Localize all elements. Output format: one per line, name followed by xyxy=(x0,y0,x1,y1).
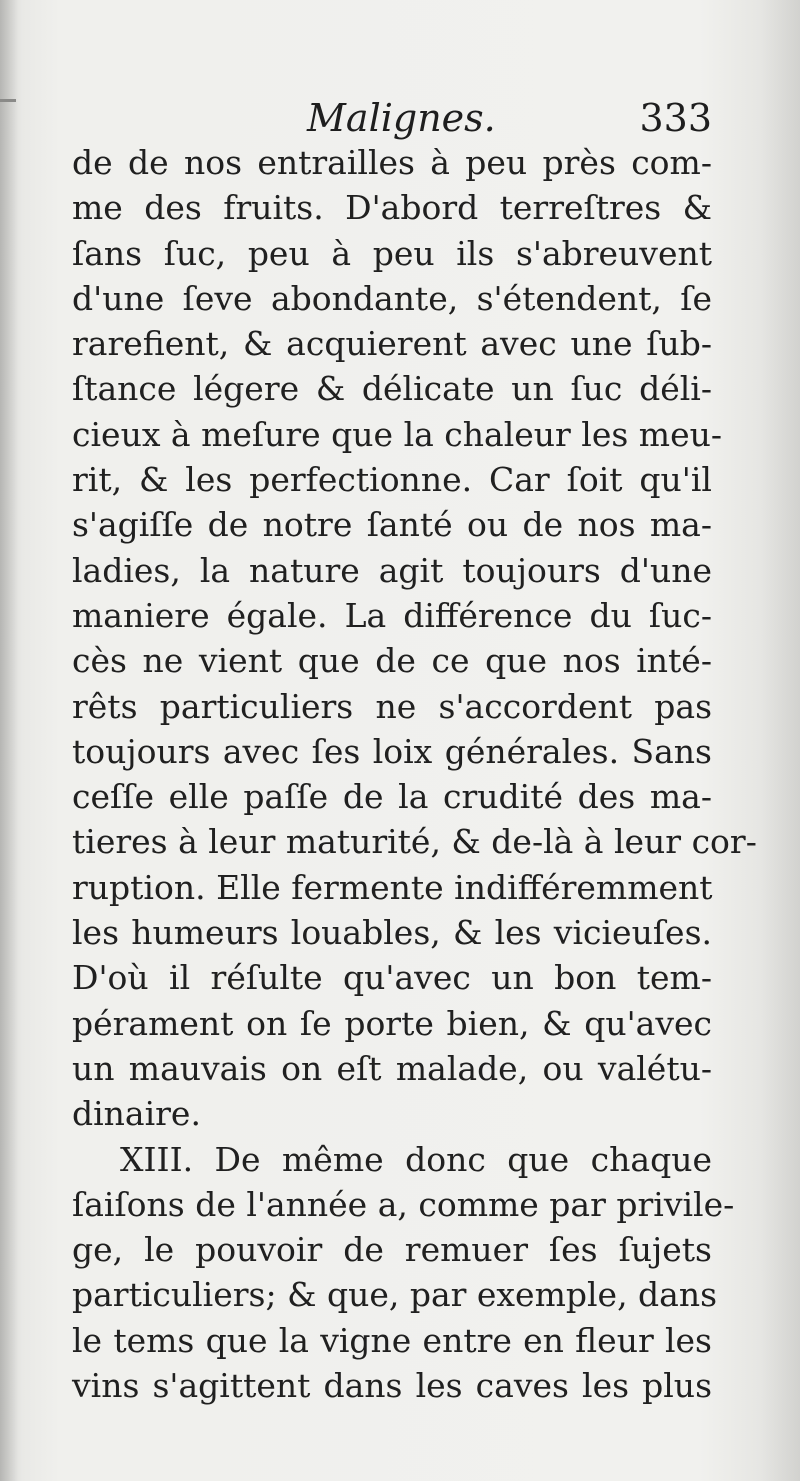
margin-mark xyxy=(0,99,16,102)
text-line-paragraph-end: dinaire. xyxy=(72,1094,201,1134)
text-line: cieux à meſure que la chaleur les meu- xyxy=(72,414,723,454)
text-line: d'une ſeve abondante, s'étendent, ſe xyxy=(72,278,712,318)
text-line: ſaiſons de l'année a, comme par privile- xyxy=(72,1184,735,1224)
text-line: particuliers; & que, par exemple, dans xyxy=(72,1275,718,1315)
text-line: ceſſe elle paſſe de la crudité des ma- xyxy=(72,777,712,817)
text-line: ſtance légere & délicate un ſuc déli- xyxy=(72,369,712,409)
text-line: toujours avec ſes loix générales. Sans xyxy=(72,731,712,771)
running-title: Malignes. xyxy=(307,96,496,140)
text-line: ruption. Elle fermente indifféremment xyxy=(72,867,713,907)
text-line: le tems que la vigne entre en fleur les xyxy=(72,1320,712,1360)
page-number: 333 xyxy=(639,96,712,140)
text-line: tieres à leur maturité, & de-là à leur cor- xyxy=(72,822,757,862)
text-line: D'où il réſulte qu'avec un bon tem- xyxy=(72,958,712,998)
text-line: de de nos entrailles à peu près com- xyxy=(72,143,712,182)
text-line: rarefient, & acquierent avec une ſub- xyxy=(72,324,712,364)
text-line: ge, le pouvoir de remuer ſes ſujets xyxy=(72,1230,712,1270)
page-header xyxy=(72,96,712,146)
text-line: cès ne vient que de ce que nos inté- xyxy=(72,641,712,681)
text-line: maniere égale. La différence du ſuc- xyxy=(72,595,712,635)
text-line: pérament on ſe porte bien, & qu'avec xyxy=(72,1003,712,1043)
text-line: rit, & les perfectionne. Car ſoit qu'il xyxy=(72,460,712,500)
text-line: les humeurs louables, & les vicieuſes. xyxy=(72,913,712,953)
body-text xyxy=(72,140,757,1408)
text-line: ſans ſuc, peu à peu ils s'abreuvent xyxy=(72,233,712,273)
text-line: rêts particuliers ne s'accordent pas xyxy=(72,686,712,726)
text-line: me des fruits. D'abord terreſtres & xyxy=(72,188,712,228)
text-line: un mauvais on eſt malade, ou valétu- xyxy=(72,1048,712,1088)
text-line-section-start: XIII. De même donc que chaque xyxy=(120,1139,712,1179)
text-line: ladies, la nature agit toujours d'une xyxy=(72,550,712,590)
text-line: s'agiſſe de notre ſanté ou de nos ma- xyxy=(72,505,712,545)
page-gutter-shadow xyxy=(0,0,18,1481)
text-line: vins s'agittent dans les caves les plus xyxy=(72,1366,712,1406)
